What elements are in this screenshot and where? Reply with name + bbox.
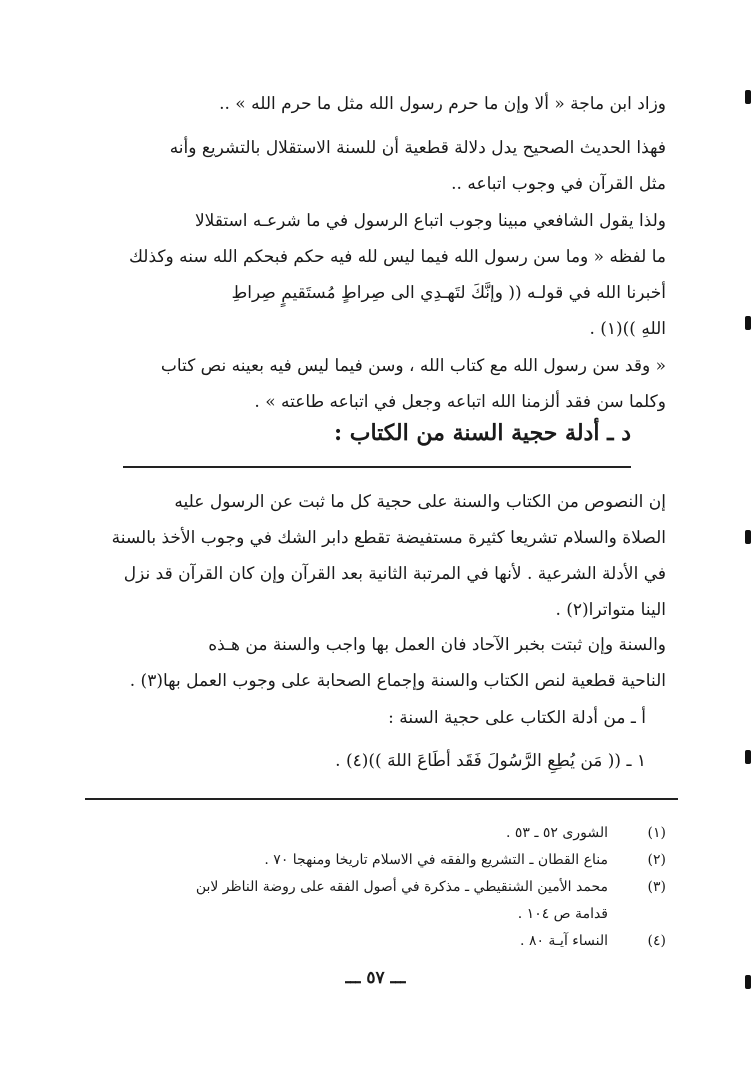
paragraph-hadith-significance [81,130,666,202]
text-line: الصلاة والسلام تشريعا كثيرة مستفيضة تقطع دابر الشك في وجوب الأخذ بالسنة [111,528,666,548]
footnote-text: النساء آيـة ٨٠ . [520,933,608,949]
text-line: ما لفظه « وما سن رسول الله فيما ليس لله فيه حكم فبحكم الله سنه وكذلك [128,247,666,267]
scan-edge-mark [745,975,751,989]
footnote-item [81,847,666,874]
paragraph-ahad-reports [81,627,666,699]
scan-edge-mark [745,316,751,330]
footnote-separator [85,798,678,800]
text-line: « وقد سن رسول الله مع كتاب الله ، وسن فيما ليس فيه بعينه نص كتاب [160,356,666,376]
text-line: فهذا الحديث الصحيح يدل دلالة قطعية أن للسنة الاستقلال بالتشريع وأنه [169,138,666,158]
text-line: أ ـ من أدلة الكتاب على حجية السنة : [388,708,646,728]
paragraph-sunnah-quote [81,348,666,420]
footnote-number: (١) [647,825,666,841]
section-heading: د ـ أدلة حجية السنة من الكتاب : [333,420,631,446]
footnote-text: مناع القطان ـ التشريع والفقه في الاسلام تاريخا ومنهجا ٧٠ . [264,852,608,868]
text-line: والسنة وإن ثبتت بخبر الآحاد فان العمل بها واجب والسنة من هـذه [208,635,666,655]
text-line: الناحية قطعية لنص الكتاب والسنة وإجماع الصحابة على وجوب العمل بها(٣) . [129,671,666,691]
paragraph-texts-evidence [81,484,666,628]
text-line: وزاد ابن ماجة « ألا وإن ما حرم رسول الله مثل ما حرم الله » .. [219,94,666,114]
footnote-line: قدامة ص ١٠٤ . [517,906,608,922]
text-line: ولذا يقول الشافعي مبينا وجوب اتباع الرسول في ما شرعـه استقلالا [194,211,666,231]
page-number: ـــ ٥٧ ـــ [345,968,406,988]
list-item-verse-1 [61,743,646,779]
text-line: اللهِ ))(١) . [589,319,666,339]
scan-edge-mark [745,90,751,104]
footnotes [81,820,666,955]
text-line: وكلما سن فقد ألزمنا الله اتباعه وجعل في اتباعه طاعته » . [254,392,666,412]
heading-underline [123,466,631,468]
footnote-number: (٣) [647,879,666,895]
subheading-quran-evidence [61,700,646,736]
footnote-number: (٤) [647,933,666,949]
footnote-number: (٢) [647,852,666,868]
footnote-item [81,820,666,847]
scan-edge-mark [745,530,751,544]
paragraph-shafii-quote [81,203,666,347]
footnote-item [81,874,666,928]
footnote-text [81,874,608,928]
text-line: ١ ـ (( مَن يُطِعِ الرَّسُولَ فَقَد أطَاعَ اللهَ ))(٤) . [335,751,646,771]
text-line: في الأدلة الشرعية . لأنها في المرتبة الثانية بعد القرآن وإن كان القرآن قد نزل [123,564,666,584]
footnote-text: الشورى ٥٢ ـ ٥٣ . [505,825,608,841]
text-line: أخبرنا الله في قولـه (( وإنَّكَ لتَهـدِي الى صِراطٍ مُستَقيمٍ صِراطِ [231,283,666,303]
text-line: الينا متواترا(٢) . [555,600,666,620]
scan-edge-mark [745,750,751,764]
paragraph-ibn-majah [81,86,666,122]
footnote-item [81,928,666,955]
text-line: مثل القرآن في وجوب اتباعه .. [451,174,666,194]
footnote-line: محمد الأمين الشنقيطي ـ مذكرة في أصول الفقه على روضة الناظر لابن [195,879,608,895]
text-line: إن النصوص من الكتاب والسنة على حجية كل ما ثبت عن الرسول عليه [174,492,666,512]
